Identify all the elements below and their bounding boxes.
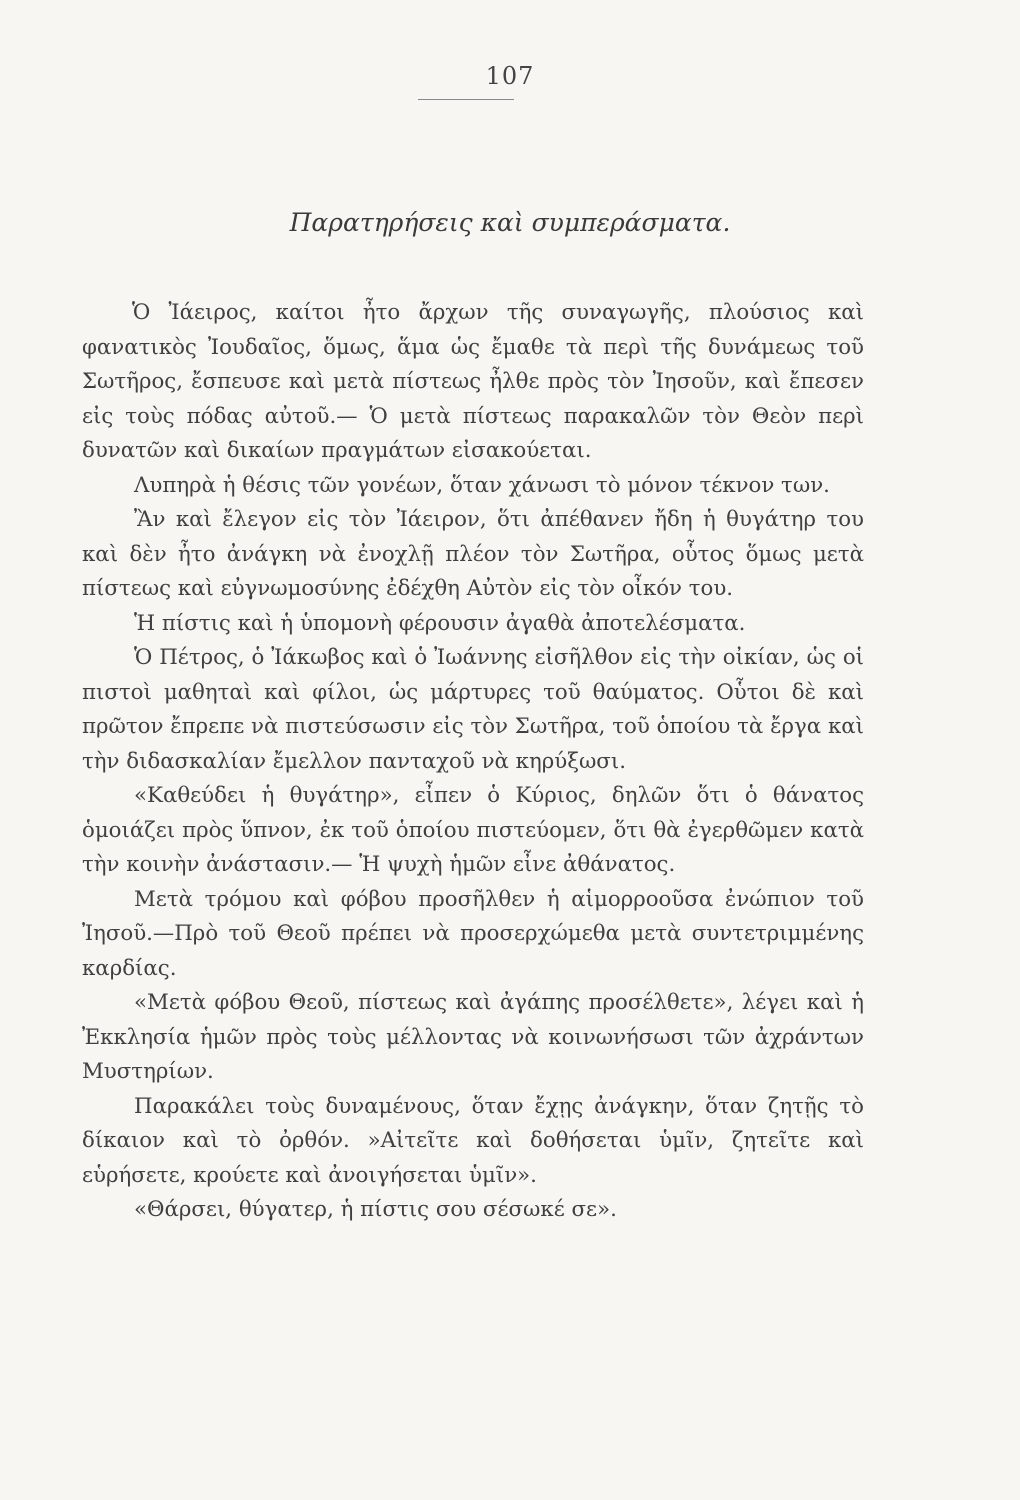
paragraph: Μετὰ τρόμου καὶ φόβου προσῆλθεν ἡ αἱμορροοῦσα ἐνώπιον τοῦ Ἰησοῦ.—Πρὸ τοῦ Θεοῦ πρέπει νὰ προσερχώμεθα μετὰ συντετριμμένης καρδίας. [82, 886, 864, 981]
paragraph: «Καθεύδει ἡ θυγάτηρ», εἶπεν ὁ Κύριος, δηλῶν ὅτι ὁ θάνατος ὁμοιάζει πρὸς ὕπνον, ἐκ τοῦ ὁποίου πιστεύομεν, ὅτι θὰ ἐγερθῶμεν κατὰ τὴν κοινὴν ἀνάστασιν.— Ἡ ψυχὴ ἡμῶν εἶνε ἀθάνατος. [82, 783, 864, 877]
paragraph: Ἂν καὶ ἔλεγον εἰς τὸν Ἰάειρον, ὅτι ἀπέθανεν ἤδη ἡ θυγάτηρ του καὶ δὲν ἦτο ἀνάγκη νὰ ἐνοχλῇ πλέον τὸν Σωτῆρα, οὗτος ὅμως μετὰ πίστεως καὶ εὐγνωμοσύνης ἐδέχθη Αὐτὸν εἰς τὸν οἶκόν του. [82, 507, 864, 601]
paragraph: «Μετὰ φόβου Θεοῦ, πίστεως καὶ ἀγάπης προσέλθετε», λέγει καὶ ἡ Ἐκκλησία ἡμῶν πρὸς τοὺς μέλλοντας νὰ κοινωνήσωσι τῶν ἀχράντων Μυστηρίων. [82, 990, 864, 1084]
paragraph: Ὁ Ἰάειρος, καίτοι ἦτο ἄρχων τῆς συναγωγῆς, πλούσιος καὶ φανατικὸς Ἰουδαῖος, ὅμως, ἅμα ὡς ἔμαθε τὰ περὶ τῆς δυνάμεως τοῦ Σωτῆρος, ἔσπευσε καὶ μετὰ πίστεως ἦλθε πρὸς τὸν Ἰησοῦν, καὶ ἔπεσεν εἰς τοὺς πόδας αὐτοῦ.— Ὁ μετὰ πίστεως παρακαλῶν τὸν Θεὸν περὶ δυνατῶν καὶ δικαίων πραγμάτων εἰσακούεται. [82, 300, 864, 463]
paragraph: Ἡ πίστις καὶ ἡ ὑπομονὴ φέρουσιν ἀγαθὰ ἀποτελέσματα. [134, 610, 746, 636]
section-heading: Παρατηρήσεις καὶ συμπεράσματα. [289, 208, 731, 237]
page-number: 107 [485, 62, 535, 90]
paragraph: Λυπηρὰ ἡ θέσις τῶν γονέων, ὅταν χάνωσι τὸ μόνον τέκνον των. [134, 472, 830, 498]
paragraph: Παρακάλει τοὺς δυναμένους, ὅταν ἔχῃς ἀνάγκην, ὅταν ζητῇς τὸ δίκαιον καὶ τὸ ὀρθόν. »Αἰτεῖτε καὶ δοθήσεται ὑμῖν, ζητεῖτε καὶ εὑρήσετε, κρούετε καὶ ἀνοιγήσεται ὑμῖν». [82, 1093, 864, 1188]
body-text [82, 296, 864, 1228]
page-number-rule [418, 99, 514, 100]
paragraph: «Θάρσει, θύγατερ, ἡ πίστις σου σέσωκέ σε». [134, 1197, 617, 1222]
paragraph: Ὁ Πέτρος, ὁ Ἰάκωβος καὶ ὁ Ἰωάννης εἰσῆλθον εἰς τὴν οἰκίαν, ὡς οἱ πιστοὶ μαθηταὶ καὶ φίλοι, ὡς μάρτυρες τοῦ θαύματος. Οὗτοι δὲ καὶ πρῶτον ἔπρεπε νὰ πιστεύσωσιν εἰς τὸν Σωτῆρα, τοῦ ὁποίου τὰ ἔργα καὶ τὴν διδασκαλίαν ἔμελλον πανταχοῦ νὰ κηρύξωσι. [82, 645, 864, 774]
